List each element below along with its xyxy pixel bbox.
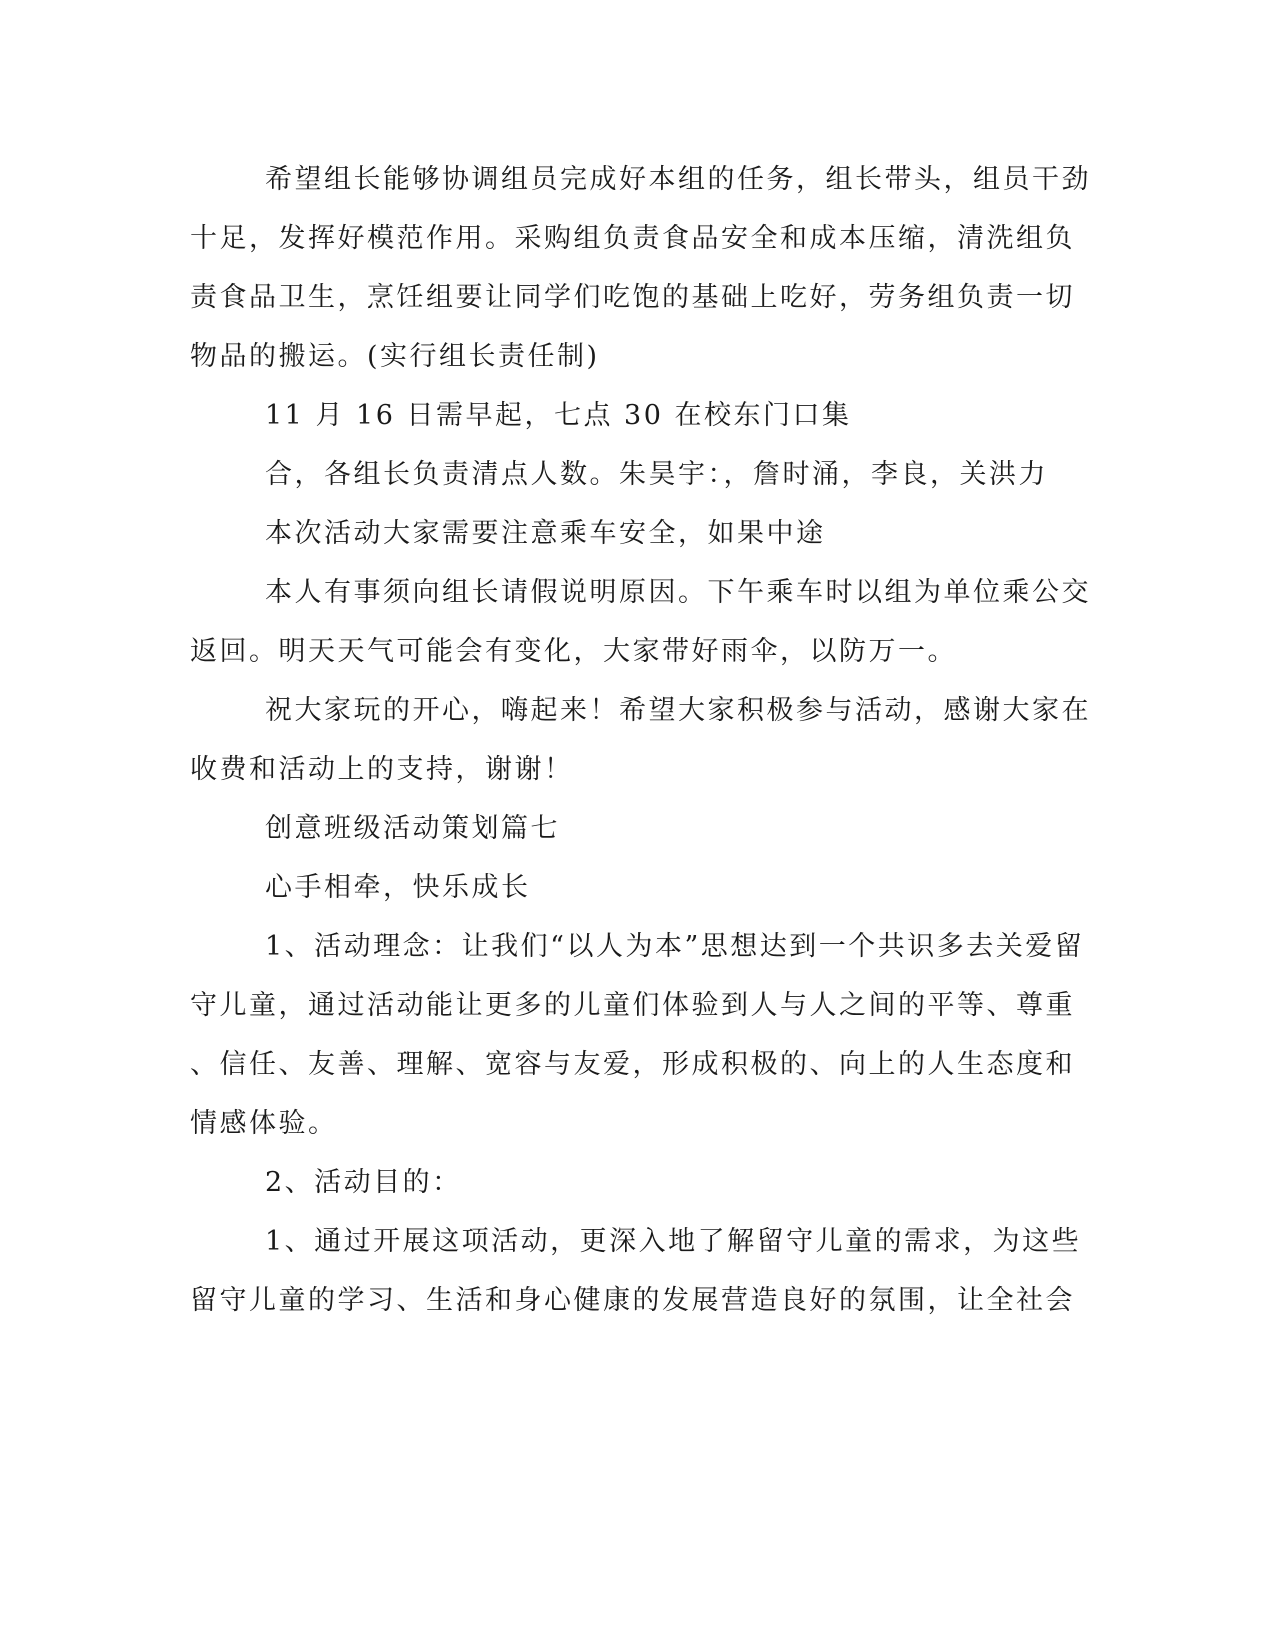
paragraph-line: 留守儿童的学习、生活和身心健康的发展营造良好的氛围，让全社会 (190, 1285, 1075, 1316)
paragraph-line: 2、活动目的： (265, 1167, 462, 1198)
section-subtitle: 心手相牵，快乐成长 (265, 872, 531, 903)
paragraph-line: 11 月 16 日需早起，七点 30 在校东门口集 (265, 400, 852, 431)
paragraph-line: 祝大家玩的开心，嗨起来！希望大家积极参与活动，感谢大家在 (265, 695, 1091, 726)
paragraph-line: 十足，发挥好模范作用。采购组负责食品安全和成本压缩，清洗组负 (190, 223, 1075, 254)
paragraph-line: 、信任、友善、理解、宽容与友爱，形成积极的、向上的人生态度和 (190, 1049, 1075, 1080)
paragraph-line: 1、通过开展这项活动，更深入地了解留守儿童的需求，为这些 (265, 1226, 1082, 1257)
paragraph-line: 物品的搬运。(实行组长责任制) (190, 341, 600, 372)
paragraph-line: 本人有事须向组长请假说明原因。下午乘车时以组为单位乘公交 (265, 577, 1091, 608)
paragraph-line: 责食品卫生，烹饪组要让同学们吃饱的基础上吃好，劳务组负责一切 (190, 282, 1075, 313)
paragraph-line: 本次活动大家需要注意乘车安全，如果中途 (265, 518, 826, 549)
paragraph-line: 守儿童，通过活动能让更多的儿童们体验到人与人之间的平等、尊重 (190, 990, 1075, 1021)
paragraph-line: 1、活动理念：让我们“以人为本”思想达到一个共识多去关爱留 (265, 931, 1085, 962)
paragraph-line: 收费和活动上的支持，谢谢！ (190, 754, 574, 785)
paragraph-line: 返回。明天天气可能会有变化，大家带好雨伞，以防万一。 (190, 636, 957, 667)
paragraph-line: 合，各组长负责清点人数。朱昊宇：，詹时涌，李良，关洪力 (265, 459, 1048, 490)
paragraph-line: 希望组长能够协调组员完成好本组的任务，组长带头，组员干劲 (265, 164, 1091, 195)
section-heading: 创意班级活动策划篇七 (265, 813, 560, 844)
paragraph-line: 情感体验。 (190, 1108, 338, 1139)
